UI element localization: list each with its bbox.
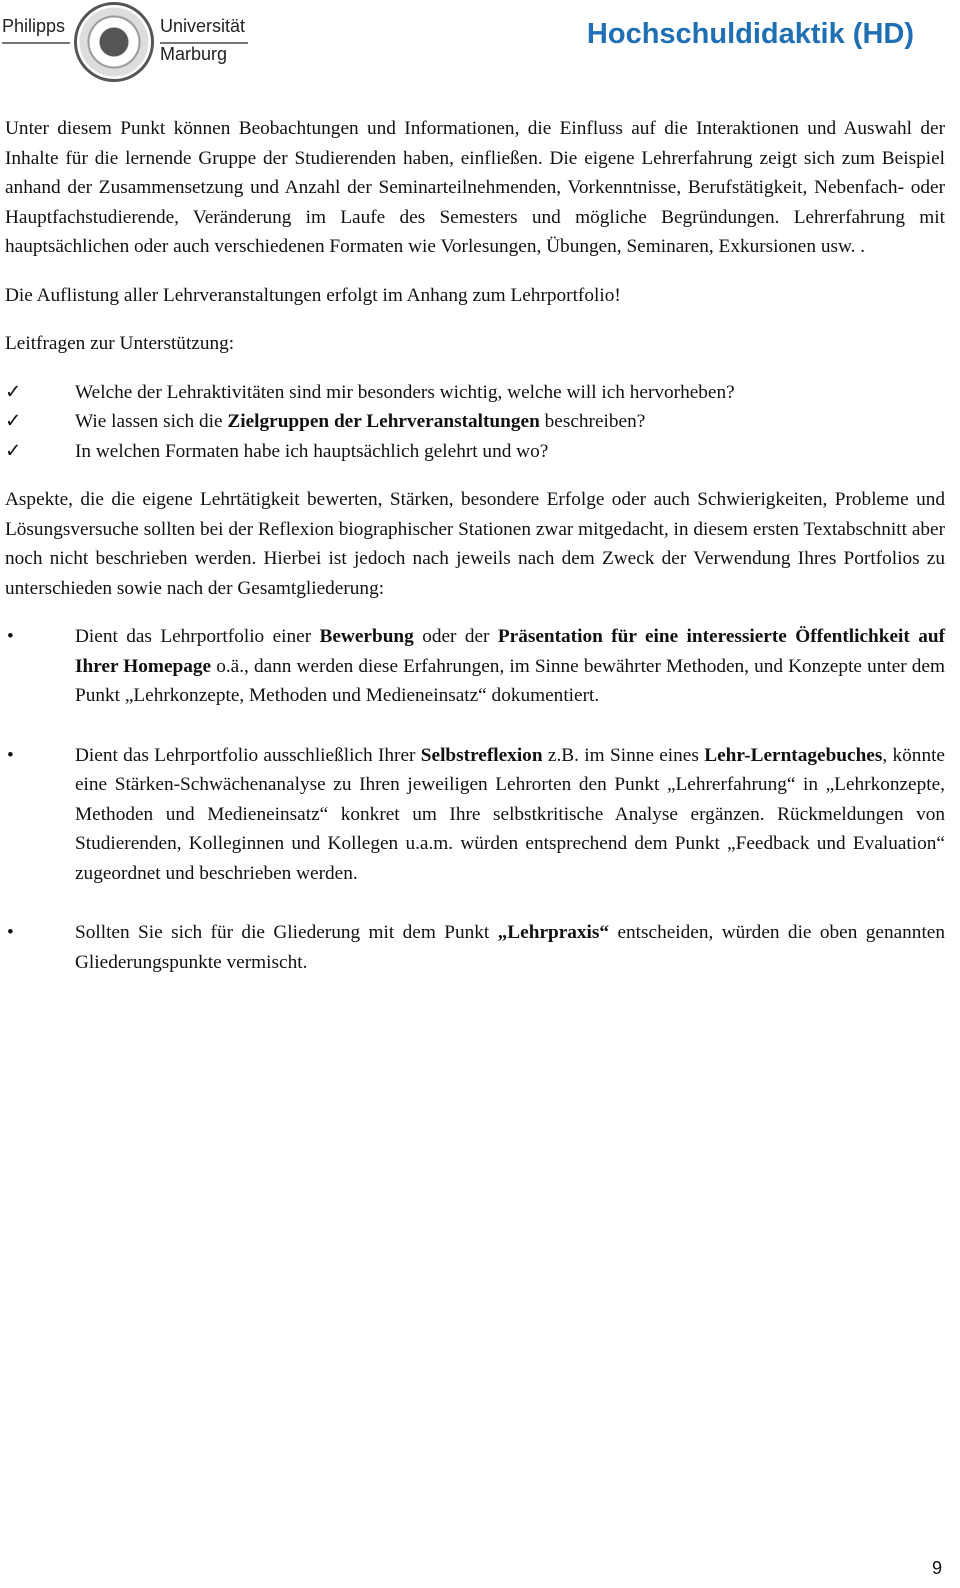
logo-text-philipps: Philipps bbox=[2, 16, 66, 36]
item-text: oder der bbox=[413, 626, 498, 647]
guide-question-list bbox=[5, 378, 945, 467]
logo-text-universitaet: Universität bbox=[160, 16, 246, 36]
checkmark-icon: ✓ bbox=[5, 381, 22, 403]
aspects-paragraph: Aspekte, die die eigene Lehrtätigkeit bewerten, Stärken, besondere Erfolge oder auch Schwierigkeiten, Probleme und Lösungsversuche sollten bei der Reflexion biographischer Stationen zwar mitgedacht, in diesem ersten Textabschnitt aber noch nicht beschrieben werden. Hierbei ist jedoch nach jeweils nach dem Zweck der Verwendung Ihres Portfolios zu unterschieden sowie nach der Gesamtgliederung: bbox=[5, 489, 945, 599]
item-text: , könnte eine Stärken-Schwächenanalyse zu Ihren jeweiligen Lehrorten den Punkt „Lehrerfahrung“ in „Lehrkonzepte, Methoden und Medieneinsatz“ konkret um Ihre selbstkritische Analyse ergänzen. Rückmeldungen von Studierenden, Kolleginnen und Kollegen u.a.m. würden entsprechend dem Punkt „Feedback und Evaluation“ zugeordnet und beschrieben werden. bbox=[75, 744, 945, 884]
item-bold-text: Selbstreflexion bbox=[420, 744, 543, 766]
appendix-note: Die Auflistung aller Lehrveranstaltungen erfolgt im Anhang zum Lehrportfolio! bbox=[5, 284, 621, 306]
list-item bbox=[5, 741, 945, 889]
item-text: z.B. im Sinne eines bbox=[542, 744, 705, 766]
logo-text-marburg: Marburg bbox=[160, 44, 228, 64]
item-text: Dient das Lehrportfolio einer bbox=[75, 626, 320, 647]
bullet-icon: • bbox=[7, 922, 14, 943]
bullet-icon: • bbox=[7, 626, 14, 647]
item-text: In welchen Formaten habe ich hauptsächlich gelehrt und wo? bbox=[75, 440, 549, 462]
item-text: Sollten Sie sich für die Gliederung mit dem Punkt bbox=[75, 922, 498, 943]
logo-rule bbox=[2, 42, 70, 44]
item-bold-text: „Lehrpraxis“ bbox=[497, 922, 610, 943]
header-title: Hochschuldidaktik (HD) bbox=[586, 18, 914, 50]
purpose-bullet-list bbox=[5, 622, 945, 977]
item-text: beschreiben? bbox=[539, 411, 646, 432]
page-header bbox=[0, 0, 960, 85]
list-item bbox=[5, 407, 945, 437]
university-seal-icon bbox=[74, 2, 154, 82]
list-item bbox=[5, 622, 945, 711]
list-item bbox=[5, 918, 945, 977]
guide-heading: Leitfragen zur Unterstützung: bbox=[5, 333, 235, 354]
list-item bbox=[5, 437, 945, 467]
item-text: o.ä., dann werden diese Erfahrungen, im Sinne bewährter Methoden, und Konzepte unter dem Punkt „Lehrkonzepte, Methoden und Medieneinsatz“ dokumentiert. bbox=[75, 655, 945, 706]
document-body bbox=[5, 114, 945, 977]
item-text: Dient das Lehrportfolio ausschließlich Ihrer bbox=[75, 744, 421, 766]
bullet-icon: • bbox=[7, 744, 14, 766]
item-text: Wie lassen sich die bbox=[75, 411, 228, 432]
page-number: 9 bbox=[931, 1558, 942, 1578]
checkmark-icon: ✓ bbox=[5, 411, 22, 432]
item-text: entscheiden, würden die oben genannten Gliederungspunkte vermischt. bbox=[75, 922, 946, 973]
item-bold-text: Lehr-Lerntagebuches bbox=[704, 744, 883, 766]
item-bold-text: Zielgruppen der Lehrveranstaltungen bbox=[227, 411, 540, 432]
item-text: Welche der Lehraktivitäten sind mir besonders wichtig, welche will ich hervorheben? bbox=[75, 381, 735, 403]
checkmark-icon: ✓ bbox=[5, 440, 22, 462]
item-bold-text: Präsentation für eine interessierte Öffentlichkeit auf Ihrer Homepage bbox=[75, 626, 945, 677]
university-logo bbox=[0, 0, 250, 85]
item-bold-text: Bewerbung bbox=[319, 626, 414, 647]
intro-paragraph: Unter diesem Punkt können Beobachtungen und Informationen, die Einfluss auf die Interaktionen und Auswahl der Inhalte für die lernende Gruppe der Studierenden haben, einfließen. Die eigene Lehrerfahrung zeigt sich zum Beispiel anhand der Zusammensetzung und Anzahl der Seminarteilnehmenden, Vorkenntnisse, Berufstätigkeit, Nebenfach- oder Hauptfachstudierende, Veränderung im Laufe des Semesters und mögliche Begründungen. Lehrerfahrung mit hauptsächlichen oder auch verschiedenen Formaten wie Vorlesungen, Übungen, Seminaren, Exkursionen usw. . bbox=[5, 118, 945, 257]
list-item bbox=[5, 378, 945, 408]
